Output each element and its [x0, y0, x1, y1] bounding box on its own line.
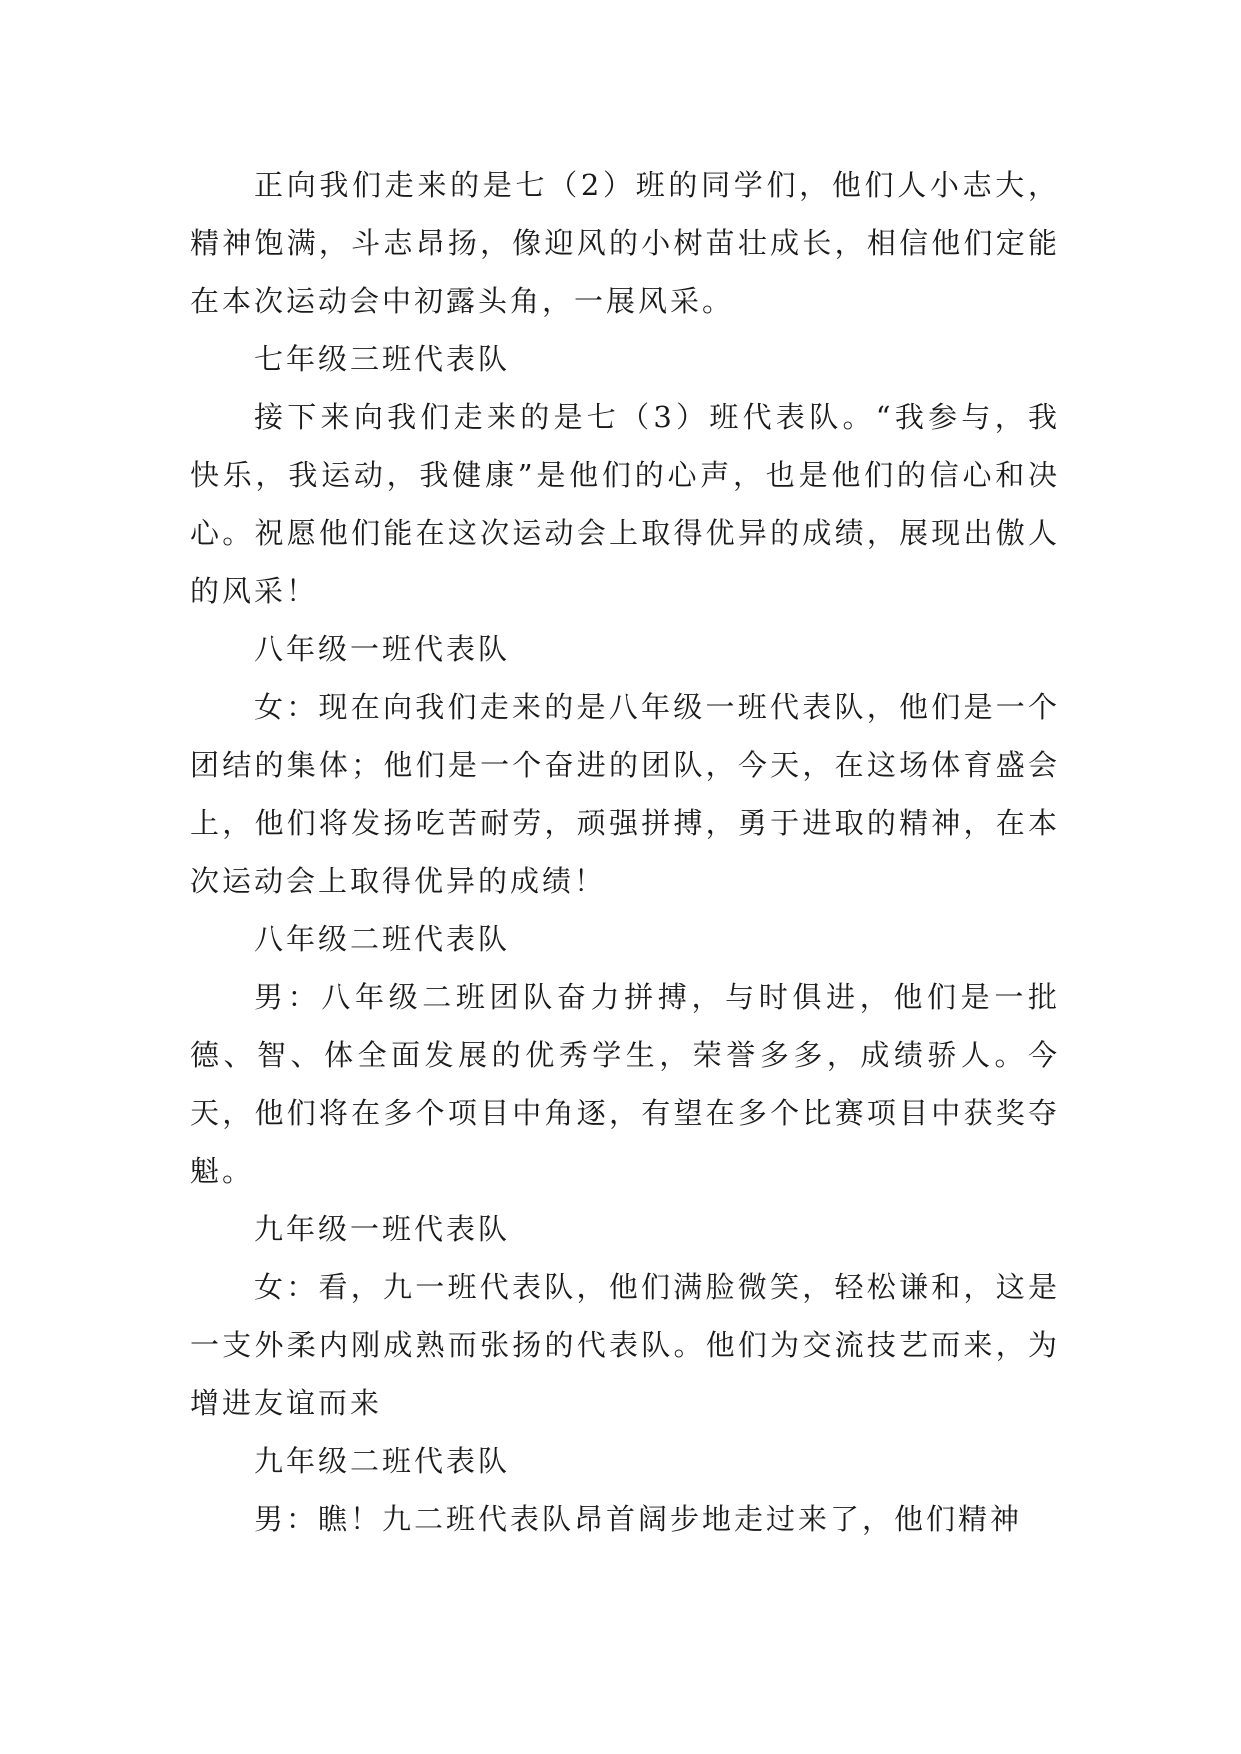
paragraph-class-7-3: 接下来向我们走来的是七（3）班代表队。“我参与，我快乐，我运动，我健康”是他们的心声，也是他们的信心和决心。祝愿他们能在这次运动会上取得优异的成绩，展现出傲人的风采！ — [190, 400, 1060, 608]
paragraph-class-9-2: 男：瞧！九二班代表队昂首阔步地走过来了，他们精神 — [254, 1502, 1023, 1536]
paragraph-class-9-1: 女：看，九一班代表队，他们满脸微笑，轻松谦和，这是一支外柔内刚成熟而张扬的代表队。他们为交流技艺而来，为增进友谊而来 — [190, 1270, 1060, 1420]
document-body — [190, 156, 1060, 1548]
heading-class-8-1: 八年级一班代表队 — [254, 632, 511, 666]
paragraph-class-8-1: 女：现在向我们走来的是八年级一班代表队，他们是一个团结的集体；他们是一个奋进的团队，今天，在这场体育盛会上，他们将发扬吃苦耐劳，顽强拼搏，勇于进取的精神，在本次运动会上取得优异的成绩！ — [190, 690, 1060, 898]
heading-class-7-3: 七年级三班代表队 — [254, 342, 511, 376]
heading-class-9-1: 九年级一班代表队 — [254, 1212, 511, 1246]
heading-class-9-2: 九年级二班代表队 — [254, 1444, 511, 1478]
paragraph-class-8-2: 男：八年级二班团队奋力拼搏，与时俱进，他们是一批德、智、体全面发展的优秀学生，荣誉多多，成绩骄人。今天，他们将在多个项目中角逐，有望在多个比赛项目中获奖夺魁。 — [190, 980, 1060, 1188]
heading-class-8-2: 八年级二班代表队 — [254, 922, 511, 956]
paragraph-class-7-2: 正向我们走来的是七（2）班的同学们，他们人小志大，精神饱满，斗志昂扬，像迎风的小树苗壮成长，相信他们定能在本次运动会中初露头角，一展风采。 — [190, 168, 1060, 318]
